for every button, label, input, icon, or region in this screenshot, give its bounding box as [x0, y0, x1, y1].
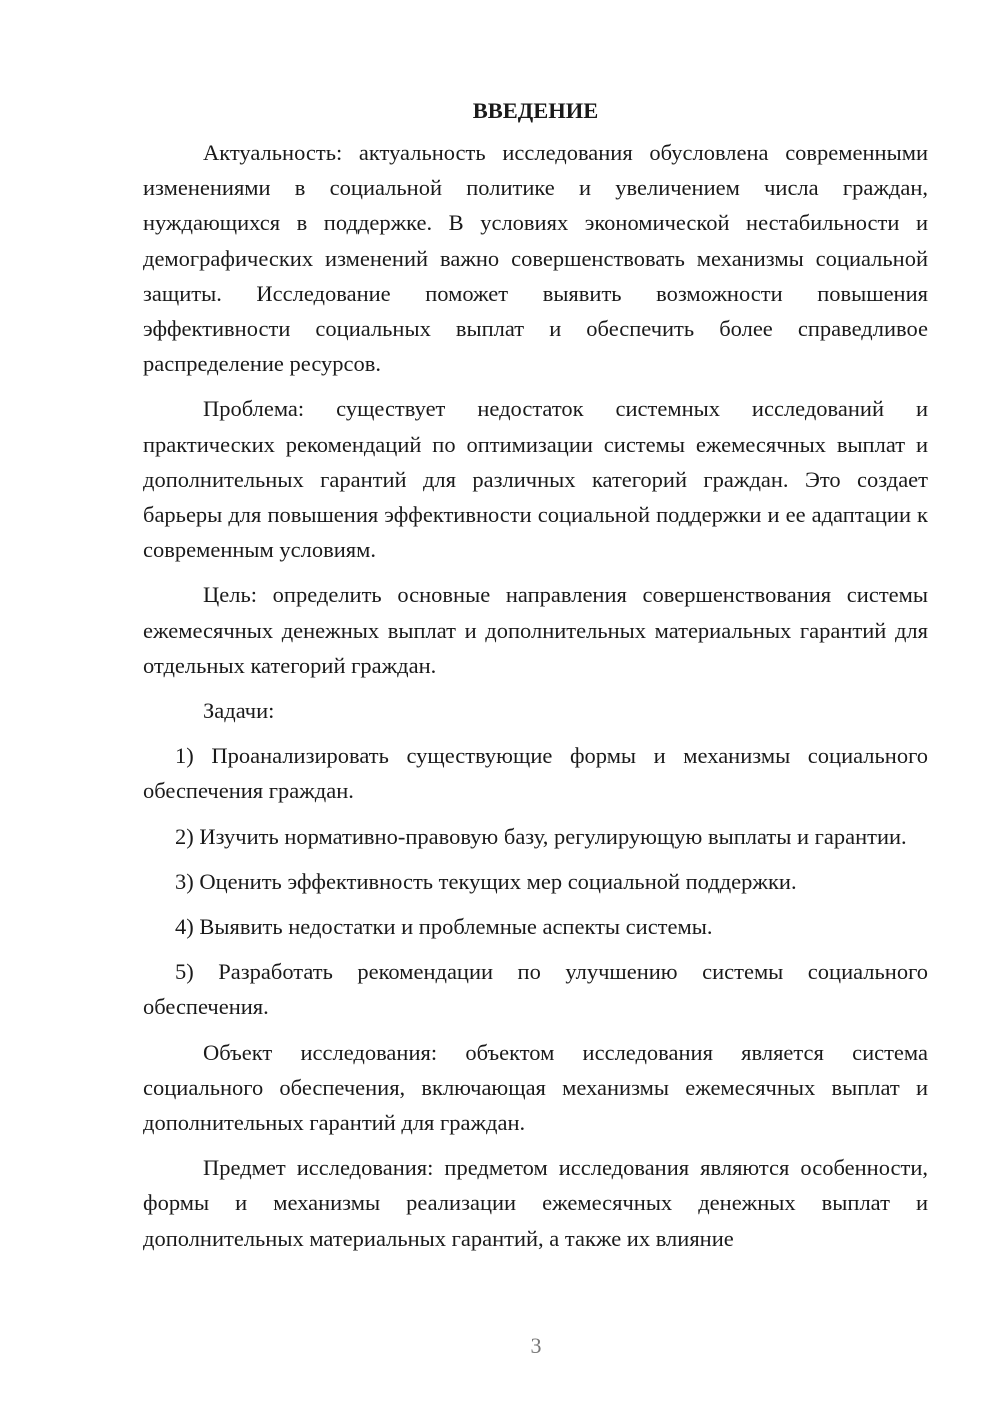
task-item-5: 5) Разработать рекомендации по улучшению системы социального обеспечения. [143, 959, 928, 1020]
task-item-4: 4) Выявить недостатки и проблемные аспекты системы. [175, 914, 713, 940]
document-page [143, 96, 928, 1266]
task-item-2: 2) Изучить нормативно-правовую базу, регулирующую выплаты и гарантии. [175, 823, 907, 849]
page-number: 3 [530, 1333, 542, 1358]
problem-paragraph: Проблема: существует недостаток системных исследований и практических рекомендаций по оптимизации системы ежемесячных выплат и дополнительных гарантий для различных категорий граждан. Это создает барьеры для повышения эффективности социальной поддержки и ее адаптации к современным условиям. [143, 396, 928, 563]
task-item-3: 3) Оценить эффективность текущих мер социальной поддержки. [175, 868, 797, 894]
object-paragraph: Объект исследования: объектом исследования является система социального обеспечения, включающая механизмы ежемесячных выплат и дополнительных гарантий для граждан. [143, 1039, 928, 1136]
relevance-paragraph: Актуальность: актуальность исследования обусловлена современными изменениями в социальной политике и увеличением числа граждан, нуждающихся в поддержке. В условиях экономической нестабильности и демографических изменений важно совершенствовать механизмы социальной защиты. Исследование поможет выявить возможности повышения эффективности социальных выплат и обеспечить более справедливое распределение ресурсов. [143, 140, 928, 377]
tasks-heading: Задачи: [203, 698, 275, 724]
task-item-1: 1) Проанализировать существующие формы и механизмы социального обеспечения граждан. [143, 743, 928, 804]
document-title: ВВЕДЕНИЕ [472, 98, 599, 123]
subject-paragraph: Предмет исследования: предметом исследования являются особенности, формы и механизмы реализации ежемесячных денежных выплат и дополнительных материальных гарантий, а также их влияние [143, 1155, 928, 1251]
goal-paragraph: Цель: определить основные направления совершенствования системы ежемесячных денежных выплат и дополнительных материальных гарантий для отдельных категорий граждан. [143, 582, 928, 678]
